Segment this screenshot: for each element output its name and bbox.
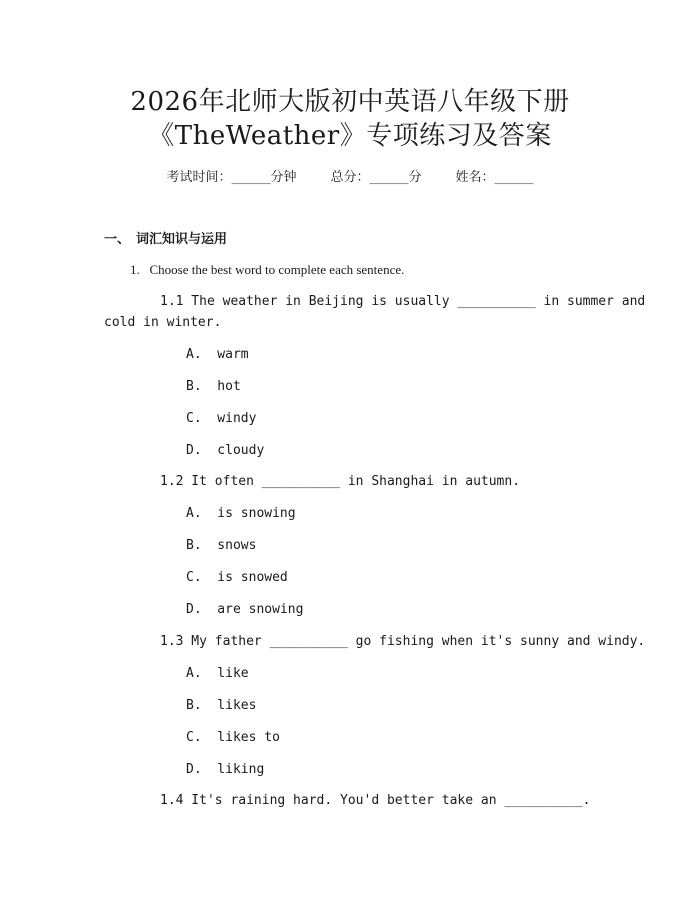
item-1-1-option-d: D. cloudy — [186, 443, 265, 458]
exam-total-score: 总分：______分 — [330, 170, 422, 185]
section-title: 词汇知识与运用 — [136, 232, 228, 247]
item-1-2-option-b: B. snows — [186, 538, 257, 553]
item-1-2-option-a: A. is snowing — [186, 506, 296, 521]
item-1-1-option-b: B. hot — [186, 379, 241, 394]
exam-meta — [0, 169, 700, 187]
section-number: 一、 — [104, 232, 131, 247]
item-1-2-option-d: D. are snowing — [186, 602, 304, 617]
document-title-line-2: 《TheWeather》专项练习及答案 — [148, 121, 552, 151]
item-1-1-option-c: C. windy — [186, 411, 257, 426]
item-1-3-option-d: D. liking — [186, 762, 265, 777]
item-1-2-option-c: C. is snowed — [186, 570, 288, 585]
item-1-1-stem: 1.1 The weather in Beijing is usually __________ in summer and — [160, 294, 646, 309]
item-1-4-stem: 1.4 It's raining hard. You'd better take an __________. — [160, 793, 591, 808]
student-name: 姓名：______ — [455, 170, 534, 185]
item-1-3-stem: 1.3 My father __________ go fishing when it's sunny and windy. — [160, 634, 646, 649]
document-title-line-1: 2026年北师大版初中英语八年级下册 — [130, 87, 570, 117]
item-1-1-option-a: A. warm — [186, 347, 249, 362]
question-1 — [130, 261, 404, 279]
question-number: 1. — [130, 262, 140, 277]
item-1-1-stem-continued: cold in winter. — [104, 315, 222, 330]
item-1-3-option-b: B. likes — [186, 698, 257, 713]
section-heading — [104, 231, 227, 249]
exam-time: 考试时间：______分钟 — [166, 170, 297, 185]
question-instruction: Choose the best word to complete each sentence. — [149, 262, 405, 277]
item-1-3-option-a: A. like — [186, 666, 249, 681]
item-1-2-stem: 1.2 It often __________ in Shanghai in autumn. — [160, 474, 521, 489]
item-1-3-option-c: C. likes to — [186, 730, 280, 745]
